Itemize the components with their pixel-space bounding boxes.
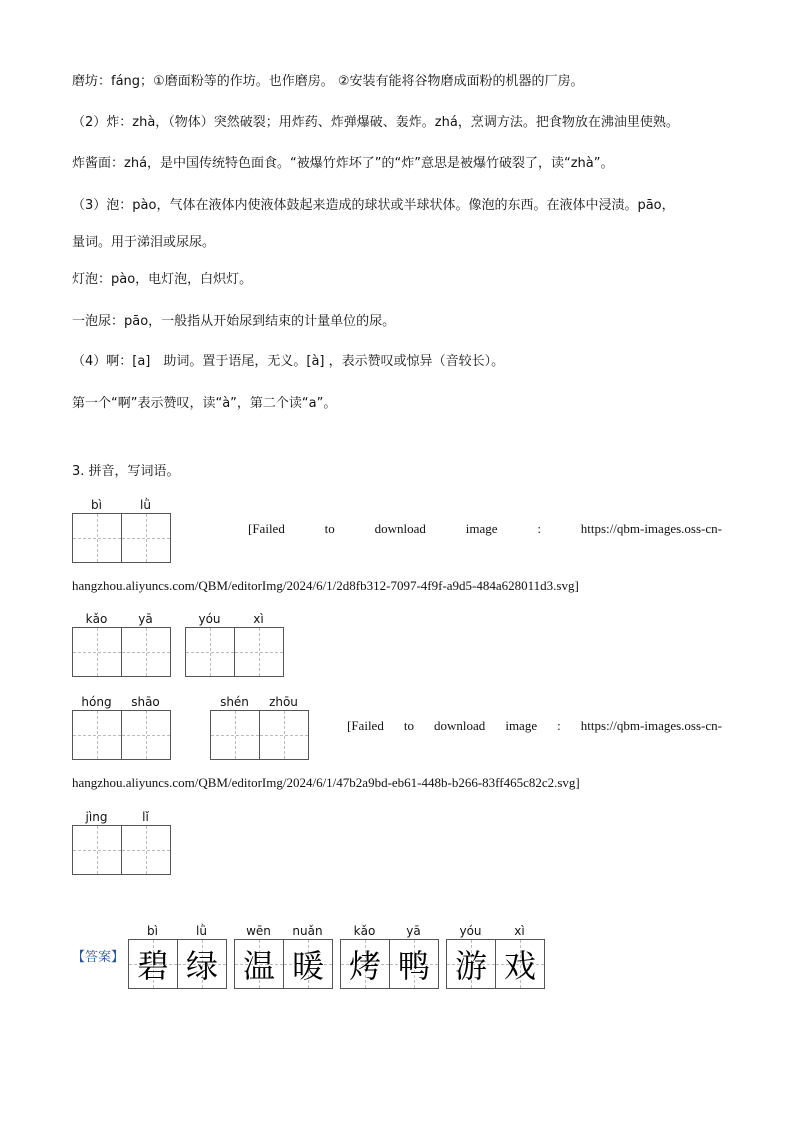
pinyin: nuǎn [292,924,323,938]
answer-cell: 鸭 [389,940,438,988]
answer-cell: 烤 [341,940,389,988]
answer-group-bilu [128,923,227,989]
writing-cell[interactable] [73,711,121,759]
pinyin: yā [138,612,153,626]
text-line-6: 灯泡：pào，电灯泡，白炽灯。 [72,272,253,287]
writing-cell[interactable] [73,826,121,874]
answer-cell: 暖 [283,940,332,988]
pinyin-box-jingli [72,809,171,875]
answer-cell: 游 [447,940,495,988]
answer-group-youxi [446,923,545,989]
pinyin: shāo [131,695,160,709]
failed-image-1-url: hangzhou.aliyuncs.com/QBM/editorImg/2024/6/1/2d8fb312-7097-4f9f-a9d5-484a628011d3.svg] [72,578,579,593]
pinyin: wēn [246,924,271,938]
writing-cell[interactable] [121,628,170,676]
writing-cell[interactable] [234,628,283,676]
pinyin: xì [253,612,264,626]
failed-image-2-url: hangzhou.aliyuncs.com/QBM/editorImg/2024/6/1/47b2a9bd-eb61-448b-b266-83ff465c82c2.svg] [72,775,580,790]
pinyin-box-bilu [72,497,171,563]
writing-cell[interactable] [73,628,121,676]
answer-cell: 绿 [177,940,226,988]
text-line-2: （2）炸：zhà，（物体）突然破裂；用炸药、炸弹爆破、轰炸。zhá，烹调方法。把食物放在沸油里使熟。 [72,115,679,130]
pinyin: lǐ [142,810,149,824]
failed-image-1: [Failed to download image : https://qbm-images.oss-cn- [248,521,722,536]
answer-cell: 温 [235,940,283,988]
pinyin-box-hongshao [72,694,171,760]
answer-group-wennuan [234,923,333,989]
writing-cell[interactable] [121,826,170,874]
answer-cell: 碧 [129,940,177,988]
writing-cell[interactable] [259,711,308,759]
pinyin: yóu [459,924,482,938]
text-line-1: 磨坊：fáng；①磨面粉等的作坊。也作磨房。 ②安装有能将谷物磨成面粉的机器的厂房。 [72,74,584,89]
pinyin: lǜ [140,498,151,512]
writing-cell[interactable] [121,514,170,562]
answer-group-kaoya [340,923,439,989]
text-line-8: （4）啊：[a] 助词。置于语尾，无义。[à] ，表示赞叹或惊异（音较长）。 [72,354,505,369]
writing-cell[interactable] [211,711,259,759]
pinyin: bì [147,924,158,938]
answer-cell: 戏 [495,940,544,988]
pinyin: jìng [85,810,108,824]
pinyin: yóu [198,612,221,626]
writing-cell[interactable] [73,514,121,562]
pinyin-box-youxi [185,611,284,677]
pinyin: bì [91,498,102,512]
pinyin: lǜ [196,924,207,938]
pinyin: shén [220,695,249,709]
answer-label: 【答案】 [72,950,125,965]
question-title: 3. 拼音，写词语。 [72,464,180,479]
pinyin: xì [514,924,525,938]
failed-image-2: [Failed to download image : https://qbm-images.oss-cn- [347,718,722,733]
text-line-9: 第一个“啊”表示赞叹，读“à”，第二个读“a”。 [72,396,337,411]
text-line-3: 炸酱面：zhá，是中国传统特色面食。“被爆竹炸坏了”的“炸”意思是被爆竹破裂了，读“zhà”。 [72,156,614,171]
pinyin: kǎo [85,612,108,626]
text-line-7: 一泡尿：pāo，一般指从开始尿到结束的计量单位的尿。 [72,314,396,329]
pinyin-box-kaoya [72,611,171,677]
pinyin: zhōu [269,695,298,709]
text-line-4: （3）泡：pào，气体在液体内使液体鼓起来造成的球状或半球状体。像泡的东西。在液体中浸渍。pāo， [72,198,675,213]
writing-cell[interactable] [121,711,170,759]
writing-cell[interactable] [186,628,234,676]
pinyin: hóng [81,695,112,709]
pinyin: kǎo [353,924,376,938]
pinyin: yā [406,924,421,938]
text-line-5: 量词。用于涕泪或尿尿。 [72,235,216,250]
pinyin-box-shenzhou [210,694,309,760]
